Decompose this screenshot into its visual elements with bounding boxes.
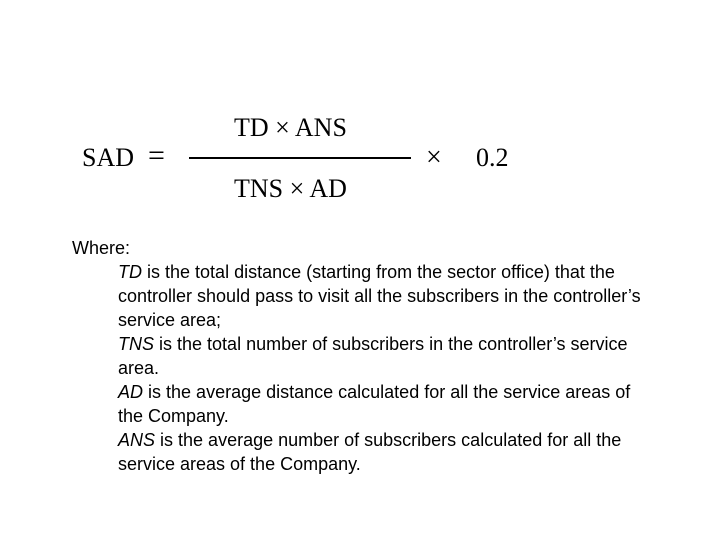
definition-td: [118, 260, 658, 332]
formula-constant: 0.2: [476, 143, 509, 172]
definition-text: is the total distance (starting from the sector office) that the controller should pass to visit all the subscribers in the controller’s service area;: [118, 262, 641, 330]
definition-term: TNS: [118, 334, 154, 354]
definition-term: ANS: [118, 430, 156, 450]
definition-text: is the average distance calculated for all the service areas of the Company.: [118, 382, 631, 426]
definition-ans: [118, 428, 658, 476]
legend-heading: Where:: [72, 238, 131, 258]
definition-text: is the average number of subscribers calculated for all the service areas of the Company.: [118, 430, 622, 474]
definition-term: AD: [118, 382, 144, 402]
formula-multiply-sign: ×: [426, 142, 442, 173]
fraction-bar: [189, 157, 411, 159]
definition-ad: [118, 380, 658, 428]
sad-formula: [0, 0, 720, 220]
definition-tns: [118, 332, 658, 380]
definition-term: TD: [118, 262, 142, 282]
formula-numerator: TD × ANS: [234, 113, 347, 142]
definition-text: is the total number of subscribers in the controller’s service area.: [118, 334, 628, 378]
variable-legend: [72, 236, 672, 476]
formula-equals-sign: =: [148, 139, 165, 172]
formula-denominator: TNS × AD: [234, 174, 347, 203]
formula-lhs: SAD: [82, 143, 135, 172]
